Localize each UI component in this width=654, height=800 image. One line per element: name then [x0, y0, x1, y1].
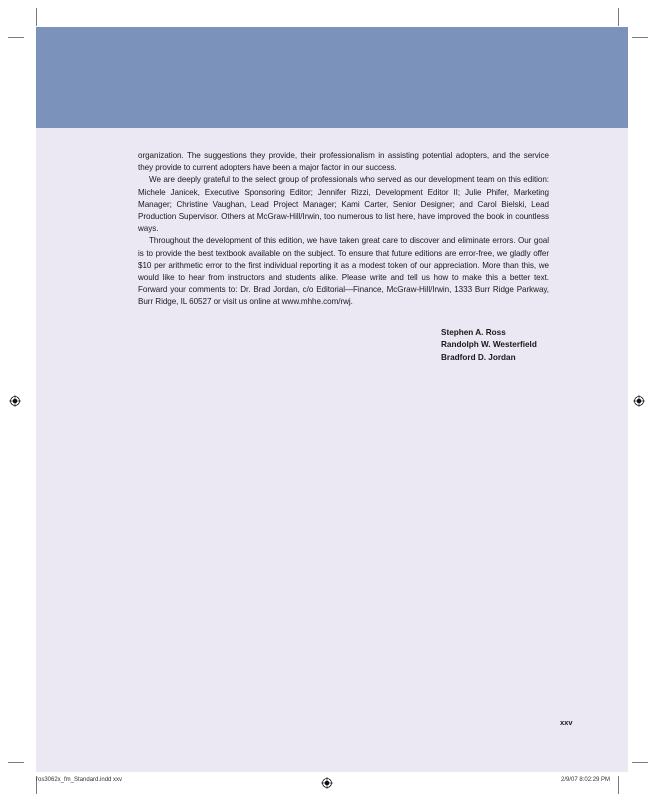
crop-mark-top-right	[618, 8, 619, 26]
crop-mark-bottom-right	[618, 776, 619, 794]
registration-mark-bottom-icon	[321, 777, 333, 789]
crop-mark-top-left	[36, 8, 37, 26]
registration-mark-right-icon	[633, 395, 645, 407]
paragraph-3: Throughout the development of this edition, we have taken great care to discover and eliminate errors. Our goal is to provide the best textbook available on the subject. To ensure that future editions are error-free, we gladly offer $10 per arithmetic error to the first individual reporting it as a modest token of our appreciation. More than this, we would like to hear from instructors and students alike. Please write and tell us how to make this a better text. Forward your comments to: Dr. Brad Jordan, c/o Editorial—Finance, McGraw-Hill/Irwin, 1333 Burr Ridge Parkway, Burr Ridge, IL 60527 or visit us online at www.mhhe.com/rwj.	[138, 236, 549, 307]
registration-mark-left-icon	[9, 395, 21, 407]
signature-author-3: Bradford D. Jordan	[441, 352, 516, 362]
crop-mark-left-bottom	[8, 762, 24, 763]
crop-mark-right-bottom	[632, 762, 648, 763]
crop-mark-right-top	[632, 37, 648, 38]
header-band	[36, 27, 628, 128]
page-number: xxv	[560, 718, 573, 727]
signature-author-1: Stephen A. Ross	[441, 328, 506, 337]
crop-mark-left-top	[8, 37, 24, 38]
paragraph-2: We are deeply grateful to the select group of professionals who served as our development team on this edition: Michele Janicek, Executive Sponsoring Editor; Jennifer Rizzi, Development Editor II; Julie Phifer, Marketing Manager; Christine Vaughan, Lead Project Manager; Kami Carter, Senior Designer; and Carol Bielski, Lead Production Supervisor. Others at McGraw-Hill/Irwin, too numerous to list here, have improved the book in countless ways.	[138, 175, 549, 234]
signature-author-2: Randolph W. Westerfield	[441, 340, 537, 350]
slug-file-info: ros3062x_fm_Standard.indd xxv	[36, 777, 123, 783]
signature-block	[441, 327, 537, 364]
slug-datetime: 2/9/07 8:02:29 PM	[561, 777, 611, 783]
page-background	[36, 27, 628, 772]
paragraph-1: organization. The suggestions they provide, their professionalism in assisting potential adopters, and the service they provide to current adopters have been a major factor in our success.	[138, 151, 549, 173]
body-text	[138, 150, 549, 309]
